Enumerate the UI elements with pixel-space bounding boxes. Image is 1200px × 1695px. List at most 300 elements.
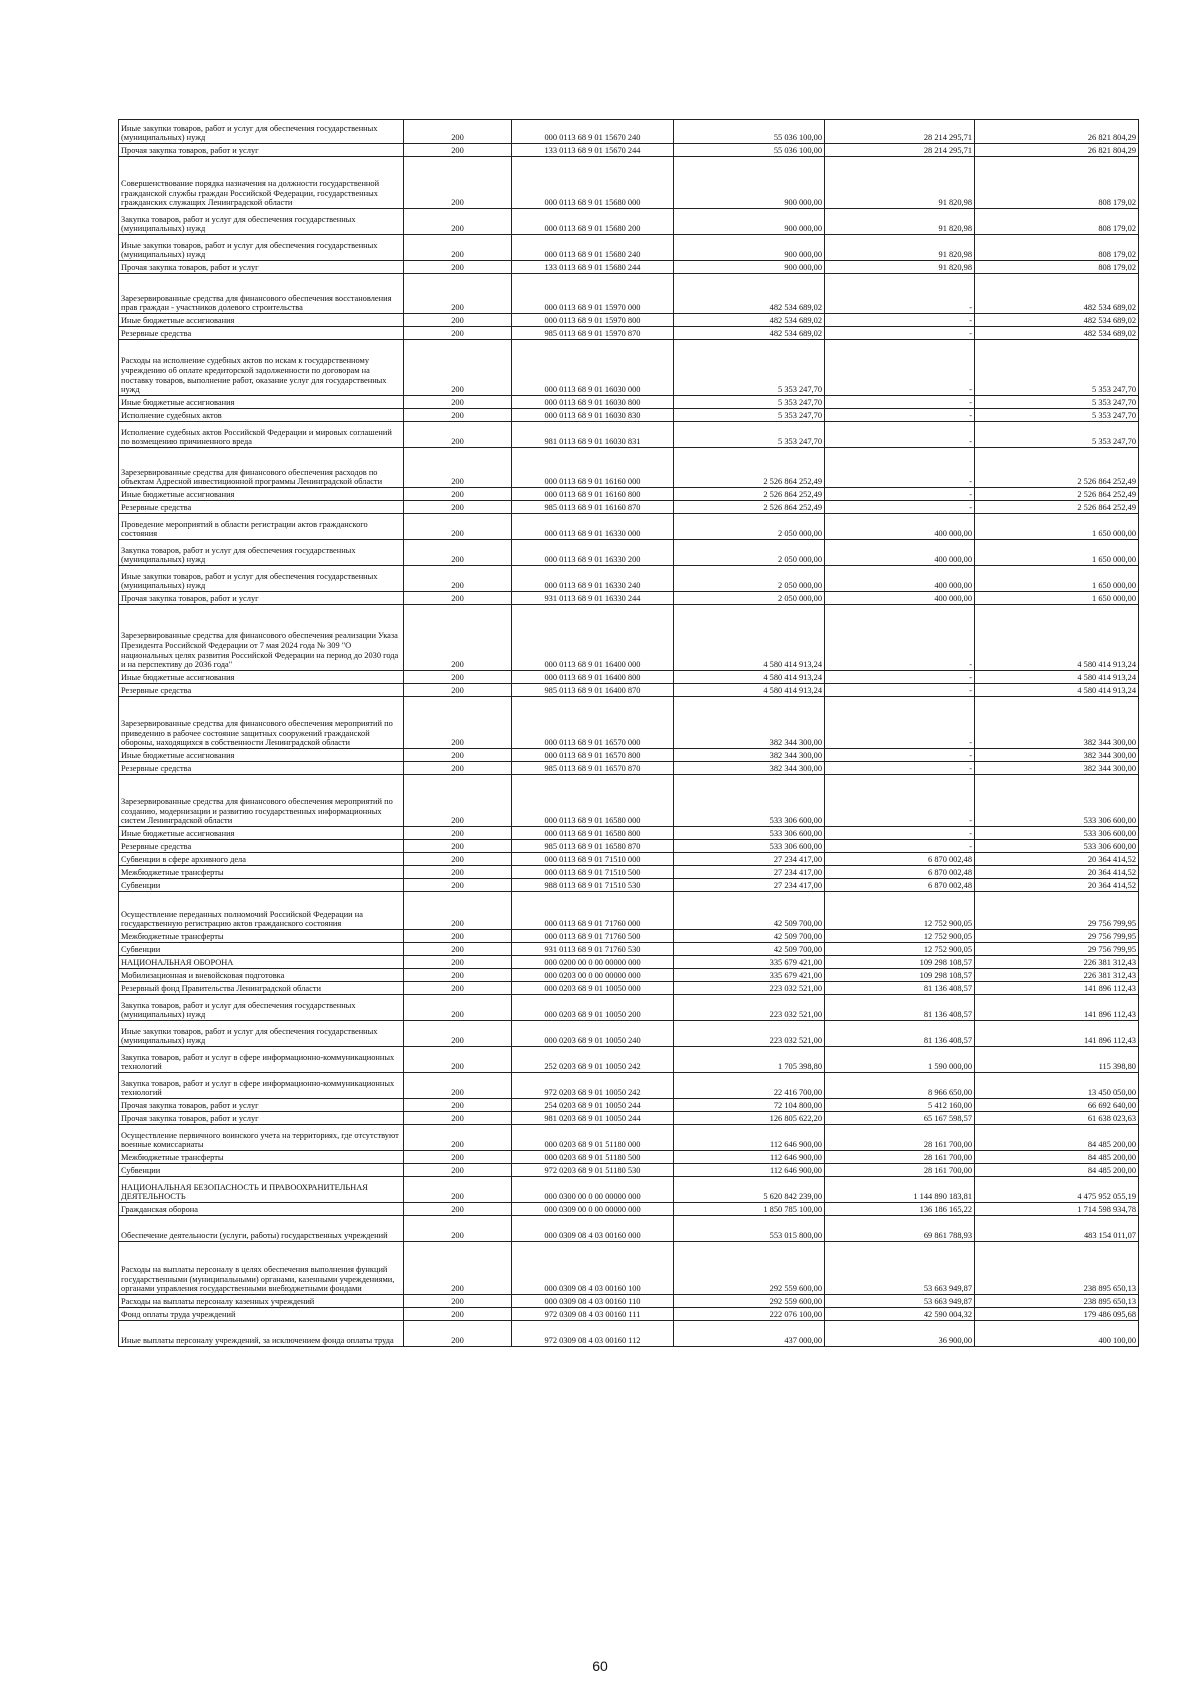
- row-unexecuted-amount: 382 344 300,00: [975, 697, 1139, 749]
- row-executed-amount: -: [825, 827, 975, 840]
- row-name: Субвенции: [119, 1164, 404, 1177]
- row-executed-amount: -: [825, 409, 975, 422]
- row-code: 200: [404, 514, 512, 540]
- row-code: 200: [404, 235, 512, 261]
- row-code: 200: [404, 775, 512, 827]
- row-unexecuted-amount: 1 650 000,00: [975, 566, 1139, 592]
- table-row: [119, 605, 1139, 671]
- row-name: Закупка товаров, работ и услуг для обеспечения государственных (муниципальных) нужд: [119, 209, 404, 235]
- row-name: Резервный фонд Правительства Ленинградской области: [119, 982, 404, 995]
- row-code: 200: [404, 749, 512, 762]
- row-approved-amount: 42 509 700,00: [674, 943, 825, 956]
- table-row: [119, 775, 1139, 827]
- row-name: Межбюджетные трансферты: [119, 1151, 404, 1164]
- row-unexecuted-amount: 4 475 952 055,19: [975, 1177, 1139, 1203]
- row-name: Резервные средства: [119, 840, 404, 853]
- row-code: 200: [404, 120, 512, 144]
- row-approved-amount: 4 580 414 913,24: [674, 684, 825, 697]
- row-code: 200: [404, 1073, 512, 1099]
- row-executed-amount: 53 663 949,87: [825, 1242, 975, 1295]
- row-unexecuted-amount: 533 306 600,00: [975, 775, 1139, 827]
- row-unexecuted-amount: 179 486 095,68: [975, 1308, 1139, 1321]
- row-kbk-code: 133 0113 68 9 01 15670 244: [512, 144, 674, 157]
- row-approved-amount: 27 234 417,00: [674, 879, 825, 892]
- row-executed-amount: -: [825, 697, 975, 749]
- table-row: [119, 1112, 1139, 1125]
- row-unexecuted-amount: 84 485 200,00: [975, 1125, 1139, 1151]
- row-approved-amount: 5 620 842 239,00: [674, 1177, 825, 1203]
- row-unexecuted-amount: 1 714 598 934,78: [975, 1203, 1139, 1216]
- row-approved-amount: 5 353 247,70: [674, 409, 825, 422]
- row-kbk-code: 981 0203 68 9 01 10050 244: [512, 1112, 674, 1125]
- budget-execution-table: [118, 119, 1139, 1347]
- row-unexecuted-amount: 808 179,02: [975, 235, 1139, 261]
- row-approved-amount: 2 050 000,00: [674, 592, 825, 605]
- row-code: 200: [404, 827, 512, 840]
- row-name: Резервные средства: [119, 327, 404, 340]
- row-unexecuted-amount: 66 692 640,00: [975, 1099, 1139, 1112]
- row-executed-amount: 136 186 165,22: [825, 1203, 975, 1216]
- table-row: [119, 261, 1139, 274]
- row-unexecuted-amount: 4 580 414 913,24: [975, 605, 1139, 671]
- row-executed-amount: -: [825, 605, 975, 671]
- row-code: 200: [404, 892, 512, 930]
- table-row: [119, 514, 1139, 540]
- row-name: Субвенции в сфере архивного дела: [119, 853, 404, 866]
- row-approved-amount: 1 850 785 100,00: [674, 1203, 825, 1216]
- row-approved-amount: 2 050 000,00: [674, 540, 825, 566]
- row-kbk-code: 985 0113 68 9 01 16160 870: [512, 501, 674, 514]
- row-name: Иные закупки товаров, работ и услуг для обеспечения государственных (муниципальных) нужд: [119, 235, 404, 261]
- table-row: [119, 1021, 1139, 1047]
- table-row: [119, 1295, 1139, 1308]
- row-unexecuted-amount: 238 895 650,13: [975, 1242, 1139, 1295]
- row-executed-amount: 81 136 408,57: [825, 982, 975, 995]
- row-code: 200: [404, 956, 512, 969]
- row-approved-amount: 482 534 689,02: [674, 327, 825, 340]
- row-unexecuted-amount: 1 650 000,00: [975, 540, 1139, 566]
- row-name: Иные бюджетные ассигнования: [119, 671, 404, 684]
- row-name: Прочая закупка товаров, работ и услуг: [119, 144, 404, 157]
- row-name: Межбюджетные трансферты: [119, 866, 404, 879]
- row-executed-amount: -: [825, 762, 975, 775]
- row-name: Иные бюджетные ассигнования: [119, 396, 404, 409]
- row-approved-amount: 55 036 100,00: [674, 144, 825, 157]
- row-code: 200: [404, 566, 512, 592]
- row-kbk-code: 252 0203 68 9 01 10050 242: [512, 1047, 674, 1073]
- row-kbk-code: 000 0203 00 0 00 00000 000: [512, 969, 674, 982]
- row-unexecuted-amount: 483 154 011,07: [975, 1216, 1139, 1242]
- row-name: Зарезервированные средства для финансового обеспечения реализации Указа Президента Российской Федерации от 7 мая 2024 года № 309 "О национальных целях развития Российской Федерации на период до 2030 года и на перспективу до 2036 года": [119, 605, 404, 671]
- row-code: 200: [404, 1125, 512, 1151]
- row-unexecuted-amount: 5 353 247,70: [975, 340, 1139, 396]
- table-row: [119, 969, 1139, 982]
- row-executed-amount: 69 861 788,93: [825, 1216, 975, 1242]
- row-unexecuted-amount: 482 534 689,02: [975, 327, 1139, 340]
- row-executed-amount: 400 000,00: [825, 540, 975, 566]
- row-name: Резервные средства: [119, 762, 404, 775]
- row-kbk-code: 000 0113 68 9 01 71510 500: [512, 866, 674, 879]
- row-approved-amount: 292 559 600,00: [674, 1242, 825, 1295]
- row-unexecuted-amount: 29 756 799,95: [975, 943, 1139, 956]
- row-code: 200: [404, 697, 512, 749]
- row-kbk-code: 000 0113 68 9 01 16330 200: [512, 540, 674, 566]
- table-row: [119, 853, 1139, 866]
- row-approved-amount: 5 353 247,70: [674, 340, 825, 396]
- row-kbk-code: 000 0203 68 9 01 10050 240: [512, 1021, 674, 1047]
- row-name: НАЦИОНАЛЬНАЯ БЕЗОПАСНОСТЬ И ПРАВООХРАНИТЕЛЬНАЯ ДЕЯТЕЛЬНОСТЬ: [119, 1177, 404, 1203]
- row-approved-amount: 2 526 864 252,49: [674, 501, 825, 514]
- row-executed-amount: -: [825, 749, 975, 762]
- row-approved-amount: 55 036 100,00: [674, 120, 825, 144]
- row-approved-amount: 437 000,00: [674, 1321, 825, 1347]
- row-kbk-code: 981 0113 68 9 01 16030 831: [512, 422, 674, 448]
- row-kbk-code: 000 0113 68 9 01 16570 000: [512, 697, 674, 749]
- table-row: [119, 235, 1139, 261]
- row-kbk-code: 972 0309 08 4 03 00160 111: [512, 1308, 674, 1321]
- row-kbk-code: 000 0113 68 9 01 16030 800: [512, 396, 674, 409]
- row-approved-amount: 2 050 000,00: [674, 566, 825, 592]
- row-kbk-code: 000 0113 68 9 01 16330 000: [512, 514, 674, 540]
- row-name: Зарезервированные средства для финансового обеспечения мероприятий по приведению в рабочее состояние защитных сооружений гражданской обороны, находящихся в собственности Ленинградской области: [119, 697, 404, 749]
- row-name: НАЦИОНАЛЬНАЯ ОБОРОНА: [119, 956, 404, 969]
- row-approved-amount: 4 580 414 913,24: [674, 605, 825, 671]
- row-name: Закупка товаров, работ и услуг в сфере информационно-коммуникационных технологий: [119, 1073, 404, 1099]
- row-approved-amount: 72 104 800,00: [674, 1099, 825, 1112]
- table-row: [119, 314, 1139, 327]
- row-unexecuted-amount: 115 398,80: [975, 1047, 1139, 1073]
- table-row: [119, 144, 1139, 157]
- row-executed-amount: 28 161 700,00: [825, 1151, 975, 1164]
- table-row: [119, 684, 1139, 697]
- row-executed-amount: 81 136 408,57: [825, 995, 975, 1021]
- row-approved-amount: 382 344 300,00: [674, 762, 825, 775]
- row-name: Исполнение судебных актов: [119, 409, 404, 422]
- row-executed-amount: 5 412 160,00: [825, 1099, 975, 1112]
- table-row: [119, 422, 1139, 448]
- row-name: Иные выплаты персоналу учреждений, за исключением фонда оплаты труда: [119, 1321, 404, 1347]
- row-executed-amount: 28 214 295,71: [825, 144, 975, 157]
- row-unexecuted-amount: 141 896 112,43: [975, 995, 1139, 1021]
- row-unexecuted-amount: 808 179,02: [975, 157, 1139, 209]
- row-kbk-code: 000 0113 68 9 01 16580 800: [512, 827, 674, 840]
- row-unexecuted-amount: 400 100,00: [975, 1321, 1139, 1347]
- row-approved-amount: 1 705 398,80: [674, 1047, 825, 1073]
- row-approved-amount: 553 015 800,00: [674, 1216, 825, 1242]
- row-unexecuted-amount: 20 364 414,52: [975, 853, 1139, 866]
- row-approved-amount: 382 344 300,00: [674, 749, 825, 762]
- row-code: 200: [404, 501, 512, 514]
- row-code: 200: [404, 995, 512, 1021]
- row-executed-amount: 400 000,00: [825, 566, 975, 592]
- table-row: [119, 1151, 1139, 1164]
- row-code: 200: [404, 671, 512, 684]
- row-code: 200: [404, 1203, 512, 1216]
- row-kbk-code: 988 0113 68 9 01 71510 530: [512, 879, 674, 892]
- row-executed-amount: 6 870 002,48: [825, 853, 975, 866]
- row-approved-amount: 482 534 689,02: [674, 274, 825, 314]
- table-row: [119, 157, 1139, 209]
- row-unexecuted-amount: 482 534 689,02: [975, 314, 1139, 327]
- row-unexecuted-amount: 61 638 023,63: [975, 1112, 1139, 1125]
- row-executed-amount: 109 298 108,57: [825, 956, 975, 969]
- row-approved-amount: 900 000,00: [674, 157, 825, 209]
- row-code: 200: [404, 1047, 512, 1073]
- row-name: Субвенции: [119, 943, 404, 956]
- row-unexecuted-amount: 1 650 000,00: [975, 514, 1139, 540]
- row-code: 200: [404, 261, 512, 274]
- row-executed-amount: 81 136 408,57: [825, 1021, 975, 1047]
- table-row: [119, 762, 1139, 775]
- row-executed-amount: -: [825, 422, 975, 448]
- row-executed-amount: 53 663 949,87: [825, 1295, 975, 1308]
- row-code: 200: [404, 209, 512, 235]
- row-code: 200: [404, 340, 512, 396]
- row-approved-amount: 27 234 417,00: [674, 853, 825, 866]
- row-unexecuted-amount: 382 344 300,00: [975, 762, 1139, 775]
- row-code: 200: [404, 1164, 512, 1177]
- row-approved-amount: 2 050 000,00: [674, 514, 825, 540]
- row-name: Иные бюджетные ассигнования: [119, 749, 404, 762]
- row-kbk-code: 000 0113 68 9 01 16160 000: [512, 448, 674, 488]
- row-kbk-code: 000 0113 68 9 01 15680 000: [512, 157, 674, 209]
- row-kbk-code: 133 0113 68 9 01 15680 244: [512, 261, 674, 274]
- table-row: [119, 995, 1139, 1021]
- row-executed-amount: 28 161 700,00: [825, 1125, 975, 1151]
- row-kbk-code: 000 0203 68 9 01 10050 200: [512, 995, 674, 1021]
- row-unexecuted-amount: 2 526 864 252,49: [975, 448, 1139, 488]
- row-kbk-code: 000 0203 68 9 01 51180 500: [512, 1151, 674, 1164]
- row-approved-amount: 900 000,00: [674, 261, 825, 274]
- row-unexecuted-amount: 533 306 600,00: [975, 840, 1139, 853]
- row-approved-amount: 42 509 700,00: [674, 930, 825, 943]
- row-kbk-code: 985 0113 68 9 01 16580 870: [512, 840, 674, 853]
- row-unexecuted-amount: 226 381 312,43: [975, 969, 1139, 982]
- table-row: [119, 1099, 1139, 1112]
- row-code: 200: [404, 943, 512, 956]
- row-executed-amount: -: [825, 340, 975, 396]
- table-row: [119, 671, 1139, 684]
- row-executed-amount: 36 900,00: [825, 1321, 975, 1347]
- row-kbk-code: 000 0309 08 4 03 00160 000: [512, 1216, 674, 1242]
- row-kbk-code: 972 0203 68 9 01 10050 242: [512, 1073, 674, 1099]
- row-approved-amount: 292 559 600,00: [674, 1295, 825, 1308]
- row-kbk-code: 000 0113 68 9 01 16030 830: [512, 409, 674, 422]
- row-approved-amount: 900 000,00: [674, 209, 825, 235]
- table-row: [119, 749, 1139, 762]
- row-name: Зарезервированные средства для финансового обеспечения мероприятий по созданию, модернизации и развитию государственных информационных систем Ленинградской области: [119, 775, 404, 827]
- row-name: Иные бюджетные ассигнования: [119, 488, 404, 501]
- row-approved-amount: 335 679 421,00: [674, 956, 825, 969]
- row-unexecuted-amount: 84 485 200,00: [975, 1151, 1139, 1164]
- row-name: Расходы на исполнение судебных актов по искам к государственному учреждению об оплате кредиторской задолженности по договорам на поставку товаров, выполнение работ, оказание услуг для государственных нужд: [119, 340, 404, 396]
- row-unexecuted-amount: 482 534 689,02: [975, 274, 1139, 314]
- row-code: 200: [404, 144, 512, 157]
- row-unexecuted-amount: 226 381 312,43: [975, 956, 1139, 969]
- row-name: Закупка товаров, работ и услуг в сфере информационно-коммуникационных технологий: [119, 1047, 404, 1073]
- row-code: 200: [404, 488, 512, 501]
- row-approved-amount: 126 805 622,20: [674, 1112, 825, 1125]
- row-unexecuted-amount: 2 526 864 252,49: [975, 488, 1139, 501]
- row-executed-amount: 400 000,00: [825, 514, 975, 540]
- row-executed-amount: 12 752 900,05: [825, 943, 975, 956]
- row-kbk-code: 000 0203 68 9 01 51180 000: [512, 1125, 674, 1151]
- row-kbk-code: 000 0113 68 9 01 71760 000: [512, 892, 674, 930]
- row-name: Иные закупки товаров, работ и услуг для обеспечения государственных (муниципальных) нужд: [119, 566, 404, 592]
- row-executed-amount: -: [825, 448, 975, 488]
- row-code: 200: [404, 327, 512, 340]
- row-kbk-code: 985 0113 68 9 01 15970 870: [512, 327, 674, 340]
- row-unexecuted-amount: 141 896 112,43: [975, 982, 1139, 995]
- row-executed-amount: -: [825, 314, 975, 327]
- row-approved-amount: 223 032 521,00: [674, 982, 825, 995]
- row-executed-amount: -: [825, 327, 975, 340]
- row-name: Исполнение судебных актов Российской Федерации и мировых соглашений по возмещению причиненного вреда: [119, 422, 404, 448]
- row-executed-amount: 8 966 650,00: [825, 1073, 975, 1099]
- row-executed-amount: 400 000,00: [825, 592, 975, 605]
- row-kbk-code: 931 0113 68 9 01 16330 244: [512, 592, 674, 605]
- row-approved-amount: 223 032 521,00: [674, 995, 825, 1021]
- row-executed-amount: 28 214 295,71: [825, 120, 975, 144]
- row-name: Закупка товаров, работ и услуг для обеспечения государственных (муниципальных) нужд: [119, 540, 404, 566]
- row-unexecuted-amount: 20 364 414,52: [975, 879, 1139, 892]
- row-approved-amount: 382 344 300,00: [674, 697, 825, 749]
- row-executed-amount: -: [825, 274, 975, 314]
- row-approved-amount: 5 353 247,70: [674, 422, 825, 448]
- row-name: Зарезервированные средства для финансового обеспечения восстановления прав граждан - участников долевого строительства: [119, 274, 404, 314]
- row-executed-amount: 91 820,98: [825, 209, 975, 235]
- row-executed-amount: 6 870 002,48: [825, 866, 975, 879]
- table-row: [119, 501, 1139, 514]
- row-name: Иные бюджетные ассигнования: [119, 827, 404, 840]
- table-row: [119, 1177, 1139, 1203]
- row-executed-amount: 42 590 004,32: [825, 1308, 975, 1321]
- row-approved-amount: 22 416 700,00: [674, 1073, 825, 1099]
- row-code: 200: [404, 684, 512, 697]
- row-code: 200: [404, 540, 512, 566]
- row-name: Резервные средства: [119, 501, 404, 514]
- row-kbk-code: 000 0113 68 9 01 16160 800: [512, 488, 674, 501]
- row-approved-amount: 482 534 689,02: [674, 314, 825, 327]
- row-code: 200: [404, 314, 512, 327]
- row-unexecuted-amount: 808 179,02: [975, 209, 1139, 235]
- row-unexecuted-amount: 2 526 864 252,49: [975, 501, 1139, 514]
- table-row: [119, 327, 1139, 340]
- row-unexecuted-amount: 5 353 247,70: [975, 396, 1139, 409]
- row-code: 200: [404, 448, 512, 488]
- table-row: [119, 943, 1139, 956]
- row-code: 200: [404, 1242, 512, 1295]
- row-unexecuted-amount: 141 896 112,43: [975, 1021, 1139, 1047]
- table-row: [119, 340, 1139, 396]
- page-number: 60: [592, 1658, 608, 1674]
- row-approved-amount: 223 032 521,00: [674, 1021, 825, 1047]
- row-name: Прочая закупка товаров, работ и услуг: [119, 592, 404, 605]
- row-unexecuted-amount: 808 179,02: [975, 261, 1139, 274]
- row-kbk-code: 000 0113 68 9 01 16400 800: [512, 671, 674, 684]
- table-row: [119, 1073, 1139, 1099]
- row-code: 200: [404, 1151, 512, 1164]
- row-name: Расходы на выплаты персоналу в целях обеспечения выполнения функций государственными (муниципальными) органами, казенными учреждениями, органами управления государственными внебюджетными фондами: [119, 1242, 404, 1295]
- row-kbk-code: 972 0203 68 9 01 51180 530: [512, 1164, 674, 1177]
- row-code: 200: [404, 1112, 512, 1125]
- table-row: [119, 1164, 1139, 1177]
- row-unexecuted-amount: 26 821 804,29: [975, 120, 1139, 144]
- row-executed-amount: -: [825, 671, 975, 684]
- row-kbk-code: 985 0113 68 9 01 16400 870: [512, 684, 674, 697]
- row-name: Мобилизационная и вневойсковая подготовка: [119, 969, 404, 982]
- row-code: 200: [404, 1295, 512, 1308]
- row-name: Прочая закупка товаров, работ и услуг: [119, 261, 404, 274]
- row-name: Иные закупки товаров, работ и услуг для обеспечения государственных (муниципальных) нужд: [119, 1021, 404, 1047]
- row-approved-amount: 533 306 600,00: [674, 840, 825, 853]
- row-code: 200: [404, 1321, 512, 1347]
- row-approved-amount: 112 646 900,00: [674, 1151, 825, 1164]
- table-row: [119, 120, 1139, 144]
- row-name: Закупка товаров, работ и услуг для обеспечения государственных (муниципальных) нужд: [119, 995, 404, 1021]
- row-code: 200: [404, 1308, 512, 1321]
- row-code: 200: [404, 969, 512, 982]
- row-executed-amount: 12 752 900,05: [825, 892, 975, 930]
- table-row: [119, 982, 1139, 995]
- row-approved-amount: 112 646 900,00: [674, 1164, 825, 1177]
- table-row: [119, 827, 1139, 840]
- row-approved-amount: 5 353 247,70: [674, 396, 825, 409]
- table-row: [119, 540, 1139, 566]
- row-kbk-code: 000 0113 68 9 01 15970 800: [512, 314, 674, 327]
- row-unexecuted-amount: 20 364 414,52: [975, 866, 1139, 879]
- row-name: Проведение мероприятий в области регистрации актов гражданского состояния: [119, 514, 404, 540]
- row-approved-amount: 42 509 700,00: [674, 892, 825, 930]
- row-kbk-code: 000 0113 68 9 01 16570 800: [512, 749, 674, 762]
- row-executed-amount: -: [825, 684, 975, 697]
- row-unexecuted-amount: 5 353 247,70: [975, 422, 1139, 448]
- table-body: [119, 120, 1139, 1347]
- row-kbk-code: 254 0203 68 9 01 10050 244: [512, 1099, 674, 1112]
- row-executed-amount: 91 820,98: [825, 157, 975, 209]
- row-kbk-code: 000 0113 68 9 01 15670 240: [512, 120, 674, 144]
- table-row: [119, 1242, 1139, 1295]
- row-approved-amount: 222 076 100,00: [674, 1308, 825, 1321]
- row-name: Иные бюджетные ассигнования: [119, 314, 404, 327]
- table-row: [119, 1321, 1139, 1347]
- row-executed-amount: -: [825, 501, 975, 514]
- row-kbk-code: 000 0113 68 9 01 16580 000: [512, 775, 674, 827]
- row-code: 200: [404, 422, 512, 448]
- table-row: [119, 956, 1139, 969]
- row-name: Прочая закупка товаров, работ и услуг: [119, 1112, 404, 1125]
- table-row: [119, 866, 1139, 879]
- table-row: [119, 566, 1139, 592]
- row-kbk-code: 000 0309 00 0 00 00000 000: [512, 1203, 674, 1216]
- row-unexecuted-amount: 533 306 600,00: [975, 827, 1139, 840]
- table-row: [119, 697, 1139, 749]
- row-name: Гражданская оборона: [119, 1203, 404, 1216]
- row-kbk-code: 972 0309 08 4 03 00160 112: [512, 1321, 674, 1347]
- row-code: 200: [404, 1099, 512, 1112]
- row-executed-amount: 109 298 108,57: [825, 969, 975, 982]
- row-kbk-code: 000 0203 68 9 01 10050 000: [512, 982, 674, 995]
- row-code: 200: [404, 157, 512, 209]
- row-approved-amount: 4 580 414 913,24: [674, 671, 825, 684]
- row-executed-amount: 6 870 002,48: [825, 879, 975, 892]
- row-executed-amount: 65 167 598,57: [825, 1112, 975, 1125]
- table-row: [119, 1125, 1139, 1151]
- row-code: 200: [404, 274, 512, 314]
- row-approved-amount: 2 526 864 252,49: [674, 488, 825, 501]
- row-unexecuted-amount: 382 344 300,00: [975, 749, 1139, 762]
- row-name: Межбюджетные трансферты: [119, 930, 404, 943]
